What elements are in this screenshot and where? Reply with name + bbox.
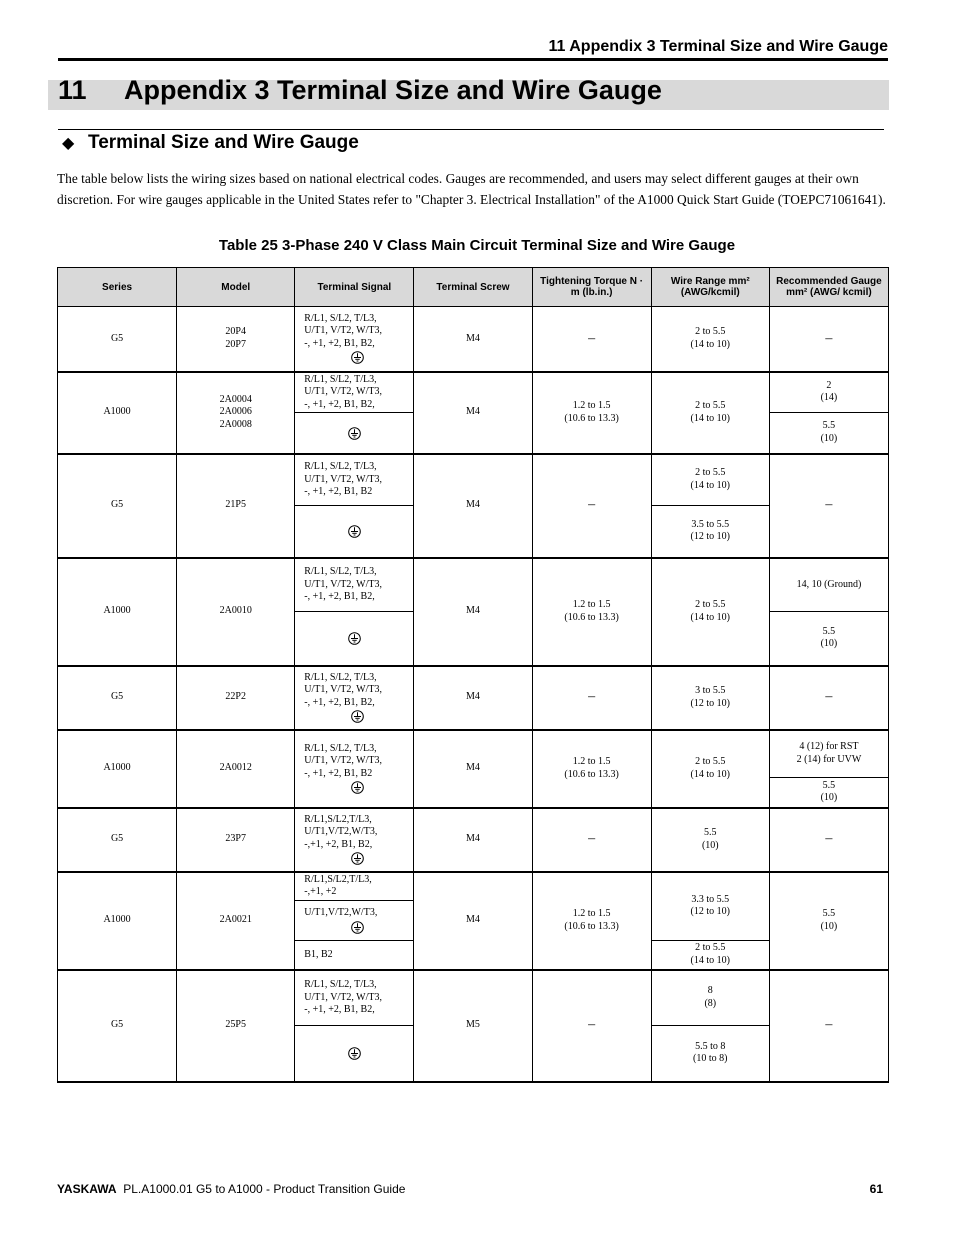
cell-torque: – [532,454,651,558]
cell-recommended: 4 (12) for RST 2 (14) for UVW [769,730,888,778]
table-header-row [58,268,889,307]
cell-wire-range: 2 to 5.5 (14 to 10) [651,558,769,666]
header-rule [58,58,888,61]
cell-terminal-signal: R/L1, S/L2, T/L3, U/T1, V/T2, W/T3, -, +1, +2, B1, B2 [295,454,414,506]
cell-recommended: – [769,454,888,558]
cell-screw: M4 [414,372,532,454]
cell-model: 2A0010 [177,558,295,666]
footer-document [57,1182,405,1196]
cell-screw: M5 [414,970,532,1082]
section-title: Terminal Size and Wire Gauge [88,132,359,153]
cell-recommended: – [769,666,888,730]
table-row [58,808,889,872]
table-row [58,372,889,413]
cell-recommended: 2 (14) [769,372,888,413]
cell-wire-range: 8 (8) [651,970,769,1026]
cell-torque: 1.2 to 1.5 (10.6 to 13.3) [532,872,651,970]
cell-wire-range: 2 to 5.5 (14 to 10) [651,372,769,454]
cell-torque: 1.2 to 1.5 (10.6 to 13.3) [532,372,651,454]
footer-doc-title: PL.A1000.01 G5 to A1000 - Product Transition Guide [123,1182,406,1196]
cell-series: G5 [58,808,177,872]
chapter-title: Appendix 3 Terminal Size and Wire Gauge [124,75,662,105]
cell-screw: M4 [414,454,532,558]
table-row [58,872,889,901]
cell-torque: – [532,970,651,1082]
cell-terminal-signal [295,666,414,730]
cell-wire-range: 2 to 5.5 (14 to 10) [651,454,769,506]
cell-terminal-signal: R/L1, S/L2, T/L3, U/T1, V/T2, W/T3, -, +1, +2, B1, B2, [295,372,414,413]
header-terminal-signal: Terminal Signal [295,268,414,307]
cell-recommended: 5.5 (10) [769,778,888,808]
signal-text: U/T1,V/T2,W/T3, [304,907,378,919]
cell-torque: – [532,666,651,730]
cell-torque: 1.2 to 1.5 (10.6 to 13.3) [532,730,651,808]
ground-symbol-icon [298,1047,410,1060]
cell-series: A1000 [58,872,177,970]
cell-screw: M4 [414,808,532,872]
ground-symbol-icon [304,710,410,723]
cell-terminal-signal [295,901,414,941]
intro-paragraph: The table below lists the wiring sizes based on national electrical codes. Gauges are recommended, and users may select different gauges at their own discretion. For wire gauges applicable in the United States refer to "Chapter 3. Electrical Installation" of the A1000 Quick Start Guide (TOEPC71061641). [57,171,886,207]
cell-wire-range: 2 to 5.5 (14 to 10) [651,307,769,372]
cell-model: 23P7 [177,808,295,872]
cell-series: A1000 [58,372,177,454]
cell-series: G5 [58,970,177,1082]
cell-model: 2A0004 2A0006 2A0008 [177,372,295,454]
cell-torque: 1.2 to 1.5 (10.6 to 13.3) [532,558,651,666]
header-series: Series [58,268,177,307]
table-row [58,454,889,506]
cell-wire-range: 5.5 (10) [651,808,769,872]
cell-wire-range: 2 to 5.5 (14 to 10) [651,941,769,970]
header-wire-range: Wire Range mm² (AWG/kcmil) [651,268,769,307]
cell-series: A1000 [58,558,177,666]
table-row [58,307,889,372]
ground-symbol-icon [298,427,410,440]
diamond-bullet-icon: ◆ [62,135,75,152]
cell-wire-range: 3.3 to 5.5 (12 to 10) [651,872,769,941]
wire-gauge-table [57,267,889,1083]
chapter-number: 11 [58,75,87,105]
table-row [58,666,889,730]
cell-screw: M4 [414,872,532,970]
cell-recommended: – [769,808,888,872]
header-model: Model [177,268,295,307]
cell-terminal-signal-ground [295,1026,414,1082]
ground-symbol-icon [298,525,410,538]
cell-series: G5 [58,307,177,372]
cell-torque: – [532,808,651,872]
footer-brand: YASKAWA [57,1182,117,1196]
cell-terminal-signal [295,730,414,808]
cell-terminal-signal-ground [295,413,414,454]
cell-series: G5 [58,666,177,730]
cell-recommended: – [769,970,888,1082]
cell-terminal-signal [295,307,414,372]
cell-model: 2A0012 [177,730,295,808]
cell-model: 2A0021 [177,872,295,970]
cell-screw: M4 [414,730,532,808]
cell-screw: M4 [414,666,532,730]
cell-series: A1000 [58,730,177,808]
signal-text: R/L1, S/L2, T/L3, U/T1, V/T2, W/T3, -, +1, +2, B1, B2 [304,742,382,779]
cell-model: 25P5 [177,970,295,1082]
table-row [58,558,889,612]
header-tightening-torque: Tightening Torque N · m (lb.in.) [532,268,651,307]
cell-wire-range: 2 to 5.5 (14 to 10) [651,730,769,808]
ground-symbol-icon [298,632,410,645]
table-row [58,730,889,778]
cell-recommended: 5.5 (10) [769,872,888,970]
cell-terminal-signal: R/L1,S/L2,T/L3, -,+1, +2 [295,872,414,901]
signal-text: R/L1, S/L2, T/L3, U/T1, V/T2, W/T3, -, +1, +2, B1, B2, [304,312,382,349]
cell-recommended: – [769,307,888,372]
cell-wire-range: 3.5 to 5.5 (12 to 10) [651,506,769,558]
cell-wire-range: 3 to 5.5 (12 to 10) [651,666,769,730]
ground-symbol-icon [304,852,410,865]
cell-terminal-signal: R/L1, S/L2, T/L3, U/T1, V/T2, W/T3, -, +1, +2, B1, B2, [295,970,414,1026]
cell-torque: – [532,307,651,372]
cell-model: 21P5 [177,454,295,558]
signal-text: R/L1, S/L2, T/L3, U/T1, V/T2, W/T3, -, +1, +2, B1, B2, [304,671,382,708]
cell-terminal-signal-ground [295,612,414,666]
signal-text: R/L1,S/L2,T/L3, U/T1,V/T2,W/T3, -,+1, +2, B1, B2, [304,813,378,850]
cell-terminal-signal [295,808,414,872]
cell-series: G5 [58,454,177,558]
table-caption: Table 25 3-Phase 240 V Class Main Circuit Terminal Size and Wire Gauge [218,237,736,254]
header-terminal-screw: Terminal Screw [414,268,532,307]
cell-terminal-signal: R/L1, S/L2, T/L3, U/T1, V/T2, W/T3, -, +1, +2, B1, B2, [295,558,414,612]
cell-recommended: 14, 10 (Ground) [769,558,888,612]
section-rule [58,129,884,130]
cell-screw: M4 [414,558,532,666]
running-header: 11 Appendix 3 Terminal Size and Wire Gauge [548,38,888,55]
cell-recommended: 5.5 (10) [769,413,888,454]
page-number: 61 [869,1182,883,1196]
table-row [58,970,889,1026]
cell-model: 22P2 [177,666,295,730]
cell-wire-range: 5.5 to 8 (10 to 8) [651,1026,769,1082]
cell-recommended: 5.5 (10) [769,612,888,666]
ground-symbol-icon [304,921,410,934]
cell-screw: M4 [414,307,532,372]
cell-terminal-signal: B1, B2 [295,941,414,970]
ground-symbol-icon [304,781,410,794]
cell-terminal-signal-ground [295,506,414,558]
ground-symbol-icon [304,351,410,364]
cell-model: 20P4 20P7 [177,307,295,372]
header-recommended-gauge: Recommended Gauge mm² (AWG/ kcmil) [769,268,888,307]
